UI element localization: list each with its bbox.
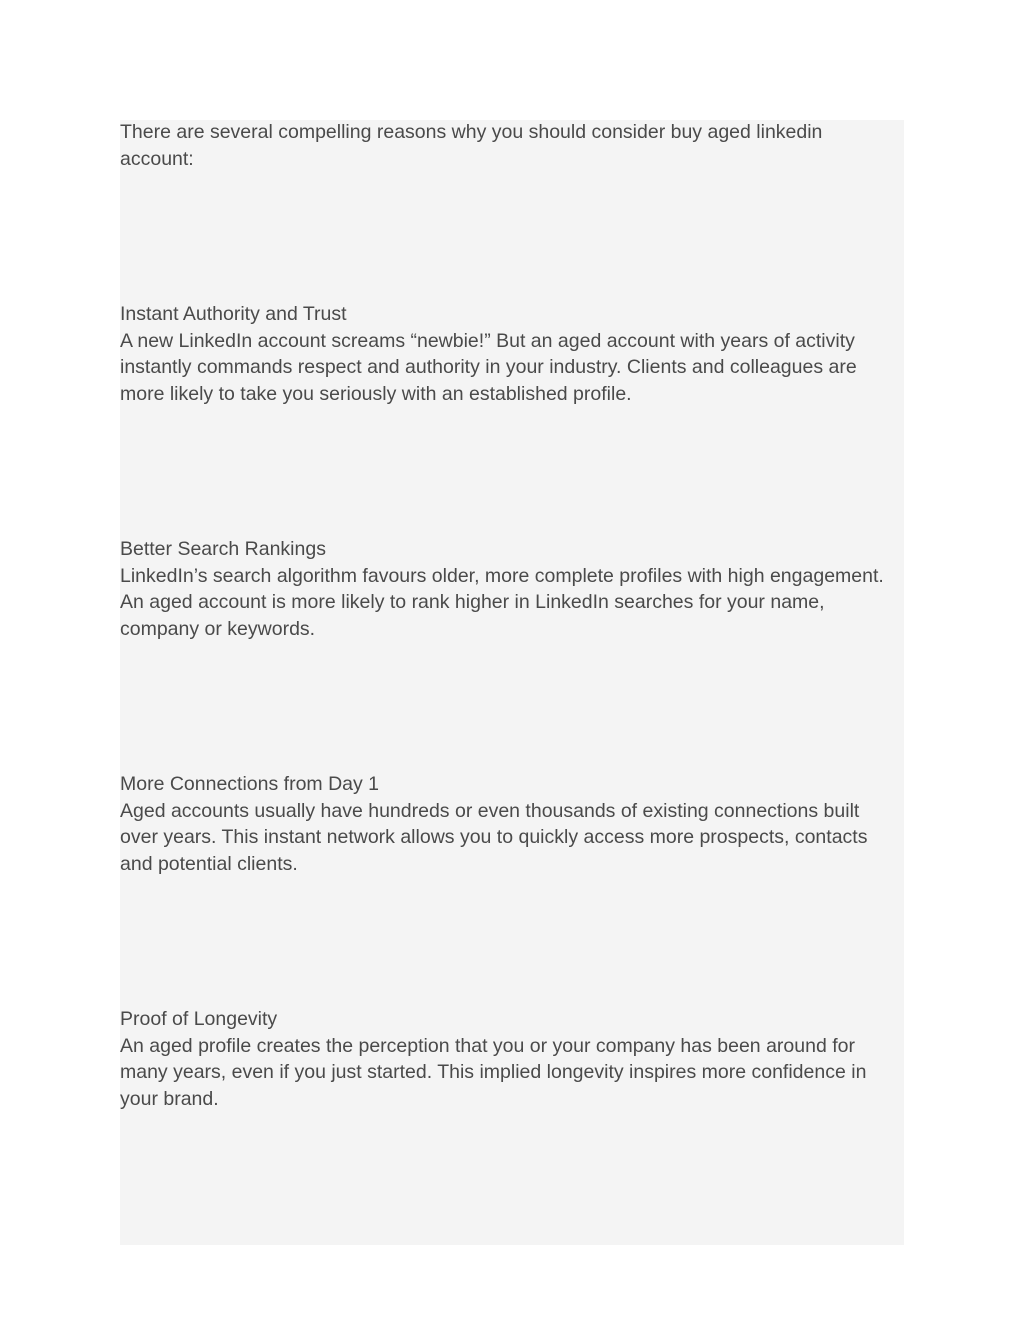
section-heading: Better Search Rankings bbox=[120, 538, 326, 560]
section-body: LinkedIn’s search algorithm favours older, more complete profiles with high engagement. An aged account is more likely to rank higher in LinkedIn searches for your name, company or keywords. bbox=[120, 564, 884, 640]
section-heading: More Connections from Day 1 bbox=[120, 773, 380, 795]
section-heading: Instant Authority and Trust bbox=[120, 303, 347, 325]
section-heading: Proof of Longevity bbox=[120, 1008, 278, 1030]
intro-paragraph bbox=[120, 119, 900, 172]
section-body: A new LinkedIn account screams “newbie!” But an aged account with years of activity instantly commands respect and authority in your industry. Clients and colleagues are more likely to take you seriously with an established profile. bbox=[120, 329, 857, 405]
intro-text: There are several compelling reasons why you should consider buy aged linkedin account: bbox=[120, 121, 823, 170]
section-body: Aged accounts usually have hundreds or even thousands of existing connections built over years. This instant network allows you to quickly access more prospects, contacts and potential clients. bbox=[120, 799, 868, 875]
section-search-rankings bbox=[120, 536, 900, 642]
section-proof-of-longevity bbox=[120, 1006, 900, 1112]
section-body: An aged profile creates the perception that you or your company has been around for many years, even if you just started. This implied longevity inspires more confidence in your brand. bbox=[120, 1034, 867, 1110]
section-more-connections bbox=[120, 771, 900, 877]
section-instant-authority bbox=[120, 301, 900, 407]
